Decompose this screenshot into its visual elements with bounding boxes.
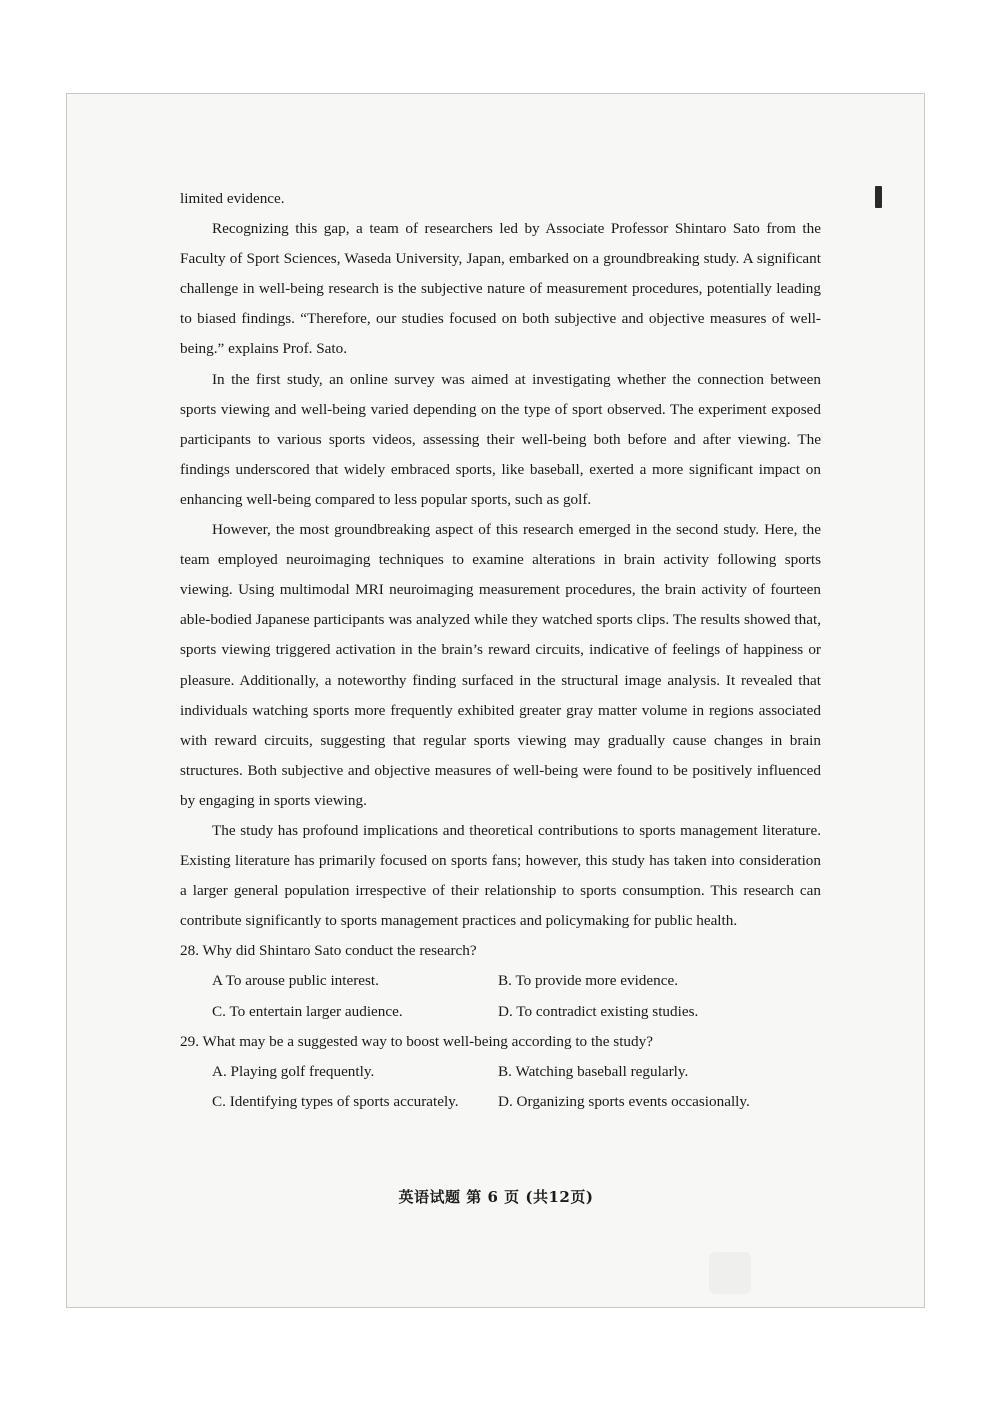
scan-smudge [709,1252,751,1294]
paragraph-implications: The study has profound implications and theoretical contributions to sports management literature. Existing literature has primarily focused on sports fans; however, this study has taken into consideration a larger general population irrespective of their relationship to sports consumption. This research can contribute significantly to sports management practices and policymaking for public health. [180,821,821,930]
question-29-option-c[interactable]: C. Identifying types of sports accurately. [212,1092,459,1110]
paragraph-first-study: In the first study, an online survey was aimed at investigating whether the connection between sports viewing and well-being varied depending on the type of sport observed. The experiment exposed participants to various sports videos, assessing their well-being both before and after viewing. The findings underscored that widely embraced sports, like baseball, exerted a more significant impact on enhancing well-being compared to less popular sports, such as golf. [180,370,821,508]
question-28-option-a[interactable]: A To arouse public interest. [212,972,379,990]
passage-and-questions [180,184,821,1117]
question-28-option-d[interactable]: D. To contradict existing studies. [498,1002,699,1020]
question-28-option-c[interactable]: C. To entertain larger audience. [212,1002,403,1020]
question-29-option-d[interactable]: D. Organizing sports events occasionally. [498,1092,750,1110]
question-29-stem: 29. What may be a suggested way to boost well-being according to the study? [180,1032,653,1050]
question-29-options [180,1057,821,1117]
question-29-option-a[interactable]: A. Playing golf frequently. [212,1062,375,1080]
page-footer: 英语试题 第 6 页 (共12页) [398,1188,594,1206]
question-29-option-b[interactable]: B. Watching baseball regularly. [498,1062,689,1080]
margin-mark [875,186,882,208]
paragraph-second-study: However, the most groundbreaking aspect of this research emerged in the second study. Here, the team employed neuroimaging techniques to examine alterations in brain activity following sports viewing. Using multimodal MRI neuroimaging measurement procedures, the brain activity of fourteen able-bodied Japanese participants was analyzed while they watched sports clips. The results showed that, sports viewing triggered activation in the brain’s reward circuits, indicative of feelings of happiness or pleasure. Additionally, a noteworthy finding surfaced in the structural image analysis. It revealed that individuals watching sports more frequently exhibited greater gray matter volume in regions associated with reward circuits, suggesting that regular sports viewing may gradually cause changes in brain structures. Both subjective and objective measures of well-being were found to be positively influenced by engaging in sports viewing. [180,521,821,809]
paragraph-continuation: limited evidence. [180,190,285,207]
question-28-options [180,966,821,1026]
question-28-stem: 28. Why did Shintaro Sato conduct the research? [180,942,477,960]
question-28-option-b[interactable]: B. To provide more evidence. [498,972,679,990]
paragraph-research-team: Recognizing this gap, a team of researchers led by Associate Professor Shintaro Sato from the Faculty of Sport Sciences, Waseda University, Japan, embarked on a groundbreaking study. A significant challenge in well-being research is the subjective nature of measurement procedures, potentially leading to biased findings. “Therefore, our studies focused on both subjective and objective measures of well-being.” explains Prof. Sato. [180,220,821,358]
